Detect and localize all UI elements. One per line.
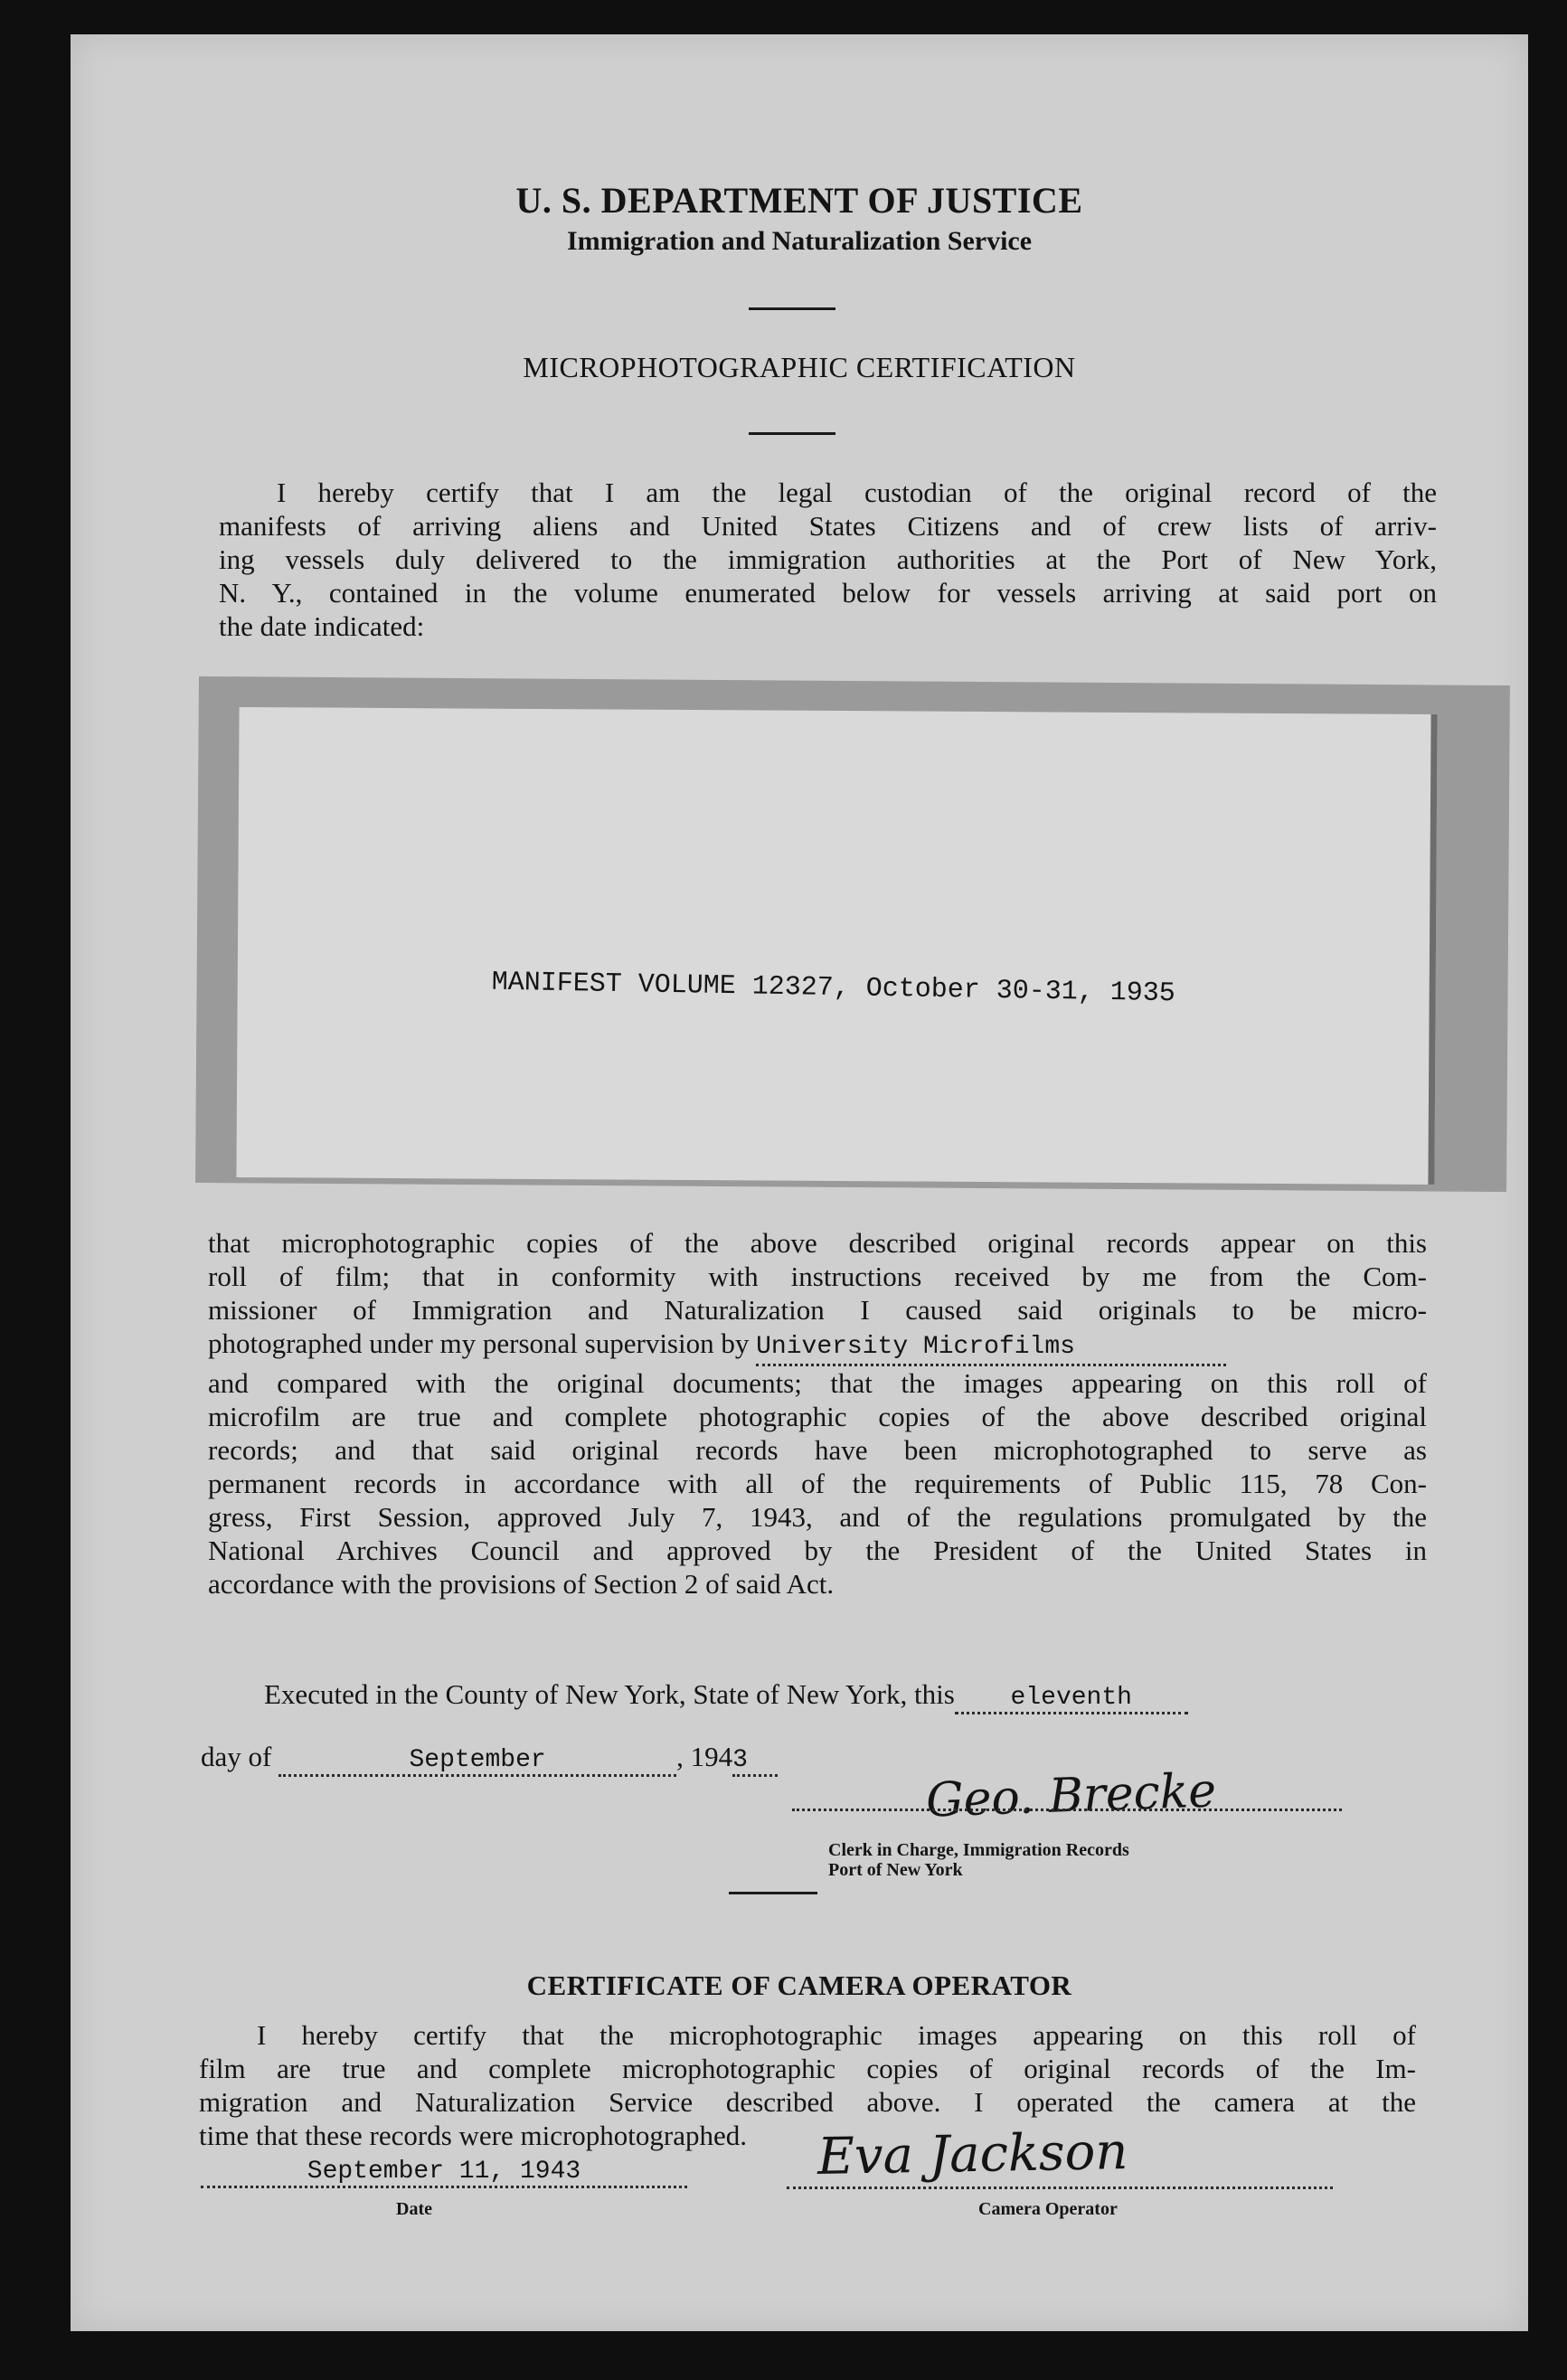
body-line: records; and that said original records have been microphotographed to serve as [208, 1434, 1427, 1466]
clerk-title-line: Clerk in Charge, Immigration Records [828, 1840, 1129, 1860]
intro-line: N. Y., contained in the volume enumerated below for vessels arriving at said port on [219, 577, 1437, 609]
supervision-line [208, 1327, 1427, 1366]
body-line: gress, First Session, approved July 7, 1943, and of the regulations promulgated by the [208, 1501, 1427, 1533]
camera-certificate-title: CERTIFICATE OF CAMERA OPERATOR [526, 1969, 1072, 2001]
volume-label: MANIFEST VOLUME 12327, October 30-31, 1935 [491, 967, 1176, 1010]
operator-signature: Eva Jackson [817, 2122, 1128, 2186]
camera-line: film are true and complete microphotographic copies of original records of the Im- [199, 2053, 1416, 2084]
intro-paragraph [219, 476, 1437, 643]
intro-line: ing vessels duly delivered to the immigration authorities at the Port of New York, [219, 543, 1437, 575]
service-subheading: Immigration and Naturalization Service [566, 226, 1033, 256]
clerk-title-line: Port of New York [828, 1860, 963, 1880]
clerk-signature-line [792, 1809, 1342, 1811]
body-line: that microphotographic copies of the above described original records appear on this [208, 1227, 1427, 1259]
body-line: microfilm are true and complete photographic copies of the above described original [208, 1401, 1427, 1432]
date-line [201, 1741, 778, 1777]
date-label: Date [396, 2199, 432, 2219]
supervision-prefix: photographed under my personal supervision by [208, 1327, 750, 1359]
camera-line: I hereby certify that the microphotographic images appearing on this roll of [257, 2019, 1416, 2051]
body-line: roll of film; that in conformity with instructions received by me from the Com- [208, 1261, 1427, 1292]
certification-title: MICROPHOTOGRAPHIC CERTIFICATION [523, 351, 1076, 383]
year-prefix: , 194 [676, 1741, 733, 1772]
executed-prefix: Executed in the County of New York, State of New York, this [264, 1678, 955, 1710]
body-line: missioner of Immigration and Naturalization I caused said originals to be micro- [208, 1294, 1427, 1326]
operator-label: Camera Operator [978, 2199, 1118, 2219]
camera-certificate-paragraph [199, 2018, 1416, 2152]
intro-line: manifests of arriving aliens and United States Citizens and of crew lists of arriv- [219, 510, 1437, 542]
intro-line: I hereby certify that I am the legal custodian of the original record of the [277, 477, 1437, 508]
executed-line [264, 1678, 1188, 1714]
supervisor-name: University Microfilms [756, 1330, 1226, 1366]
clerk-signature: Geo. Brecke [925, 1763, 1217, 1828]
executed-month: September [278, 1746, 676, 1777]
divider-rule [729, 1892, 817, 1894]
intro-line: the date indicated: [219, 610, 425, 642]
volume-slip [236, 707, 1437, 1185]
day-of-label: day of [201, 1741, 272, 1772]
camera-line: migration and Naturalization Service described above. I operated the camera at the [199, 2086, 1416, 2118]
department-heading: U. S. DEPARTMENT OF JUSTICE [515, 180, 1083, 221]
body-paragraph [208, 1226, 1427, 1601]
body-line: permanent records in accordance with all of the requirements of Public 115, 78 Con- [208, 1468, 1427, 1499]
clerk-title [828, 1840, 1129, 1880]
executed-day: eleventh [955, 1684, 1188, 1714]
body-line: accordance with the provisions of Section 2 of said Act. [208, 1568, 835, 1600]
operator-signature-line [787, 2186, 1333, 2189]
divider-rule [749, 432, 835, 435]
camera-line: time that these records were microphotographed. [199, 2120, 747, 2151]
camera-date: September 11, 1943 [201, 2158, 687, 2188]
divider-rule [749, 307, 835, 310]
body-line: and compared with the original documents; that the images appearing on this roll of [208, 1367, 1427, 1399]
certificate-page [71, 34, 1528, 2331]
year-digit: 3 [732, 1746, 778, 1777]
body-line: National Archives Council and approved by the President of the United States in [208, 1535, 1427, 1566]
